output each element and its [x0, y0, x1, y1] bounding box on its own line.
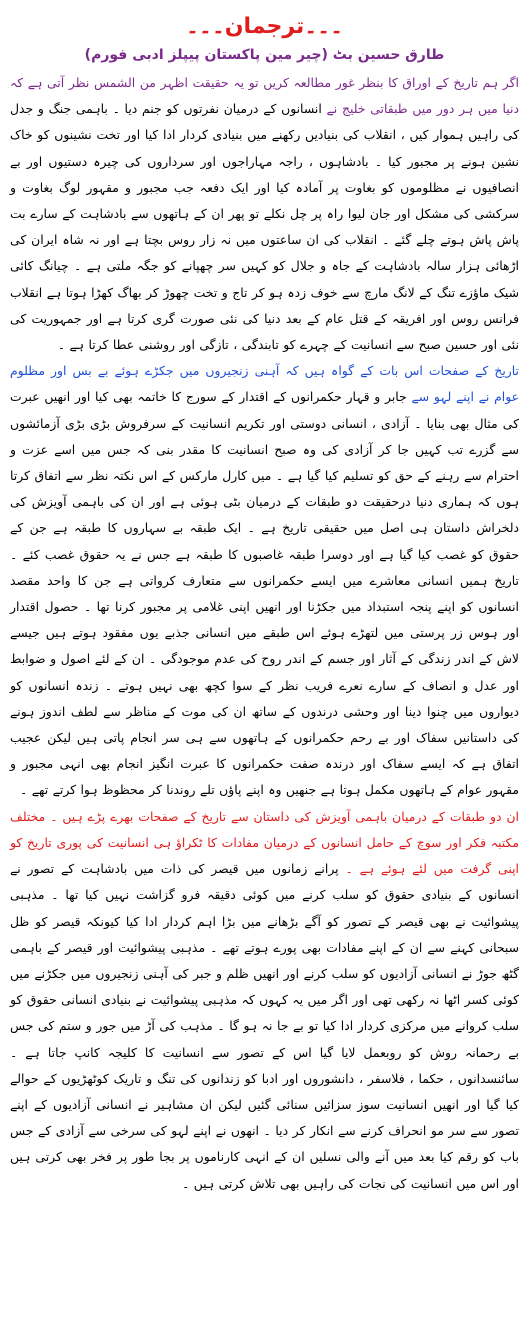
paragraph-1-body: انسانوں کے درمیان نفرتوں کو جنم دیا ۔ باہمی جنگ و جدل کی راہیں ہموار کیں ، انقلاب کی بنیادیں رکھنے میں بنیادی کردار ادا کیا اور تخت نشینوں کو خاک نشین ہونے پر مجبور کیا ۔ بادشاہوں ، راجہ مہاراجوں اور سرداروں کی چیرہ دستیوں اور بے انصافیوں نے مظلوموں کو بغاوت پر آمادہ کیا اور ایک دفعہ جب مجبور و مقہور لوگ بغاوت و سرکشی کی مشکل اور جان لیوا راہ پر چل نکلے تو پھر ان کے ہاتھوں سے بادشاہت کے سارے بت پاش پاش ہوتے چلے گئے ۔ انقلاب کی ان ساعتوں میں نہ زار روس بچتا ہے اور نہ شاہ ایران کی اڑھائی ہزار سالہ بادشاہت کے جاہ و جلال کو کہیں سر چھپانے کو جگہ ملتی ہے ۔ چیانگ کائی شیک ماؤزے تنگ کے لانگ مارچ سے خوف زدہ ہو کر تاج و تخت چھوڑ کر بھاگ کھڑا ہوتا ہے انقلاب فرانس روس اور افریقہ کے قتل عام کے بعد دنیا کی نئی صورت گری کرتا ہے اور جمہوریت کی نئی اور حسین صبح سے انسانیت کے چہرے کو تابندگی ، تازگی اور روشنی عطا کرتا ہے ۔: [10, 101, 519, 353]
paragraph-3: [10, 804, 519, 1197]
author-line: طارق حسین بٹ (چیر مین پاکستان پیپلز ادبی فورم): [84, 47, 445, 63]
paragraph-2-body: جابر و قہار حکمرانوں کے اقتدار کے سورج کا خاتمہ بھی کیا اور انھیں عبرت کی مثال بھی بنایا ۔ آزادی ، انسانی دوستی اور تکریم انسانیت کے سرفروش بڑی بڑی آزمائشوں سے گزرے تب کہیں جا کر آزادی کی وہ صبح انسانیت کا مقدر بنی کہ جس میں اسے عزت و احترام سے رہنے کے حق کو تسلیم کیا گیا ہے ۔ میں کارل مارکس کے اس نکتہ نظر سے اتفاق کرتا ہوں کہ ہماری دنیا درحقیقت دو طبقات کے درمیان بٹی ہوئی ہے اور ان کی باہمی آویزش کی دلخراش داستان ہی اصل میں حقیقی تاریخ ہے ۔ ایک طبقہ بے سہاروں کا طبقہ ہے جن کے حقوق کو غصب کیا گیا ہے اور دوسرا طبقہ غاصبوں کا طبقہ ہے جس نے یہ حقوق غصب کئے ۔ تاریخ ہمیں انسانی معاشرے میں ایسے حکمرانوں سے متعارف کرواتی ہے جن کا واحد مقصد انسانوں کو اپنے پنجہ استبداد میں جکڑنا اور انھیں اپنی غلامی پر مجبور کرنا تھا ۔ حصول اقتدار اور ہوس زر پرستی میں لتھڑے ہوئے اس طبقے میں انسانی جذبے یوں مفقود ہوتے ہیں جیسے لاش کے اندر زندگی کے آثار اور جسم کے اندر روح کی عدم موجودگی ۔ ان کے لئے اصول و ضوابط اور عدل و انصاف کے سارے نعرے فریب نظر کے سوا کچھ بھی نہیں ہوتے ۔ زندہ انسانوں کو دیواروں میں چنوا دینا اور وحشی درندوں کے ساتھ ان کی موت کے مناظر سے لطف اندوز ہونے کی داستانیں سفاک اور بے رحم حکمرانوں کے ہاتھوں سے ہی سر انجام پاتی ہیں لیکن عجیب اتفاق ہے کہ ایسے سفاک اور درندہ صفت حکمرانوں کا عبرت انگیز انجام بھی انہی مجبور و مقہور عوام کے ہاتھوں مکمل ہوتا ہے جنھیں وہ اپنے پاؤں تلے روندنا کر محظوظ ہوا کرتے تھے ۔: [10, 389, 519, 798]
paragraph-3-intro: ان دو طبقات کے درمیان باہمی آویزش کی داستان سے تاریخ کے صفحات بھرے پڑے ہیں ۔ مختلف مکتبہ فکر اور سوچ کے حامل انسانوں کے درمیان مفادات کا ٹکراؤ ہی انسانیت کی پوری تاریخ کو اپنی گرفت میں لئے ہوئے ہے ۔: [10, 808, 519, 877]
paragraph-2-intro: تاریخ کے صفحات اس بات کے گواہ ہیں کہ آہنی زنجیروں میں جکڑے ہوئے بے بس اور مظلوم عوام نے اپنے لہو سے: [10, 363, 519, 405]
paragraph-2: [10, 358, 519, 803]
paragraph-1-intro: اگر ہم تاریخ کے اوراق کا بنظر غور مطالعہ کریں تو یہ حقیقت اظہر من الشمس نظر آتی ہے کہ دنیا میں ہر دور میں طبقاتی خلیج نے: [10, 75, 519, 117]
paragraph-1: [10, 70, 519, 358]
page-title: ۔۔۔ترجمان۔۔۔: [186, 14, 343, 39]
paragraph-3-body: پرانے زمانوں میں قیصر کی ذات میں بادشاہت کے تصور نے انسانوں کے بنیادی حقوق کو سلب کرنے میں کوئی دقیقہ فرو گزاشت نہیں کیا تھا ۔ مذہبی پیشوائیت نے بھی قیصر کے تصور کو آگے بڑھانے میں بڑا اہم کردار ادا کیا کیونکہ قیصر کو ظل سبحانی کہنے سے ان کے اپنے مفادات بھی پورے ہوتے تھے ۔ مذہبی پیشوائیت اور قیصر کے باہمی گٹھ جوڑ نے انسانی آزادیوں کو سلب کرنے اور انھیں ظلم و جبر کی آہنی زنجیروں میں جکڑنے میں کوئی کسر اٹھا نہ رکھی تھی اور اگر میں یہ کہوں کہ مذہبی پیشوائیت نے بنیادی انسانی حقوق کو سلب کروانے میں مرکزی کردار ادا کیا تو بے جا نہ ہو گا ۔ مذہب کی آڑ میں جور و ستم کی جس بے رحمانہ روش کو روبعمل لایا گیا اس کے تصور سے انسانیت کا کلیجہ کانپ جاتا ہے ۔ سائنسدانوں ، حکما ، فلاسفر ، دانشوروں اور ادبا کو زندانوں کی تنگ و تاریک کوٹھڑیوں کے حوالے کیا گیا اور انھیں انسانیت سوز سزائیں سنائی گئیں لیکن ان مشاہیر نے انسانی آزادیوں کے اپنے تصور سے سر مو انحراف کرنے سے انکار کر دیا ۔ انھوں نے اپنے لہو کی سرخی سے آزادی کے جس باب کو رقم کیا بعد میں آنے والی نسلیں ان کے انہی کارناموں پر بجا طور پر فخر بھی کرتی ہیں اور اس میں انسانیت کی نجات کی راہیں بھی تلاش کرتی ہیں ۔: [10, 861, 519, 1191]
